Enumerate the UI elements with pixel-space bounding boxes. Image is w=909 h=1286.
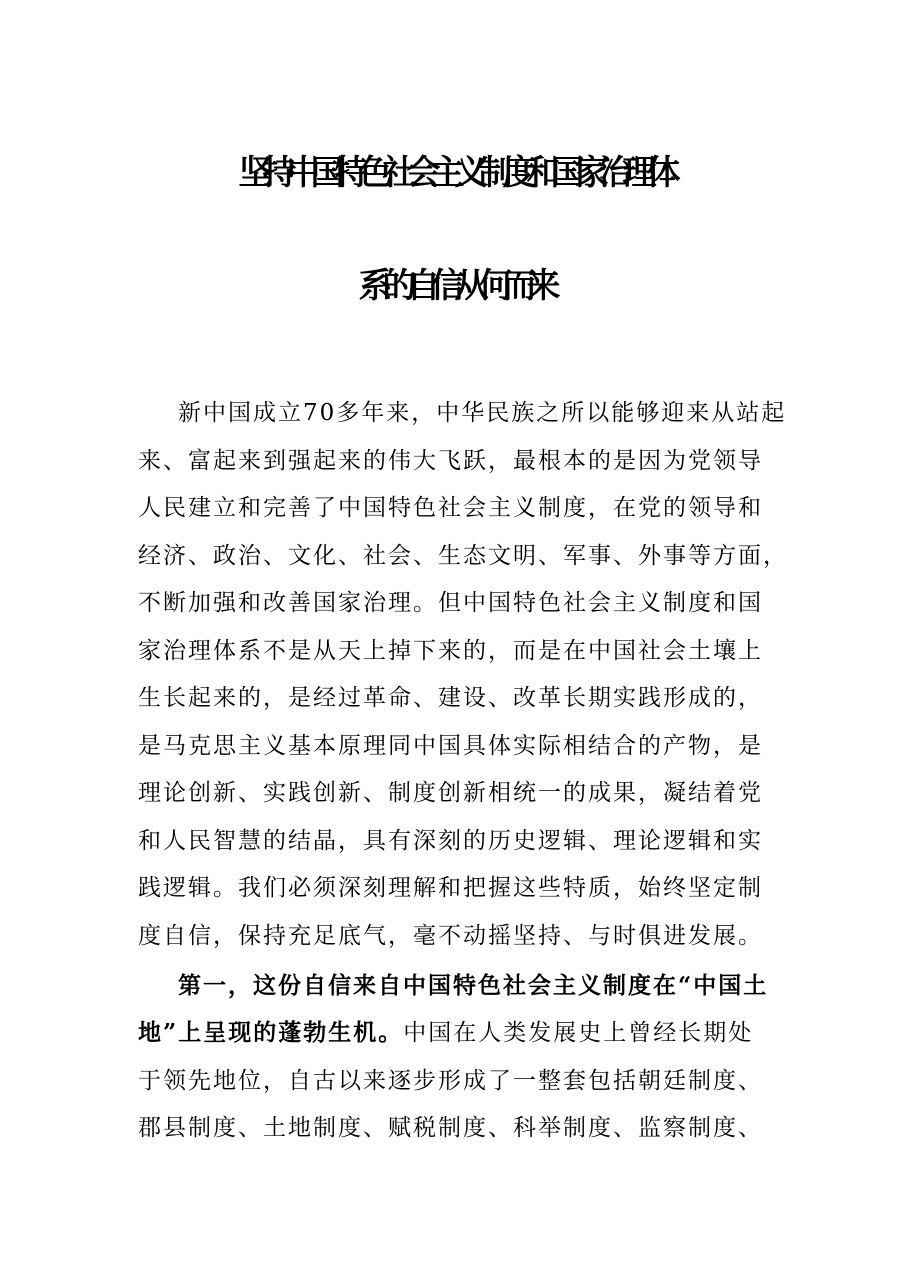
paragraph-line: 经济、政治、文化、社会、生态文明、军事、外事等方面， — [138, 543, 788, 569]
bold-heading-continuation: 地”上呈现的蓬勃生机。 — [138, 1019, 404, 1046]
paragraph-line — [138, 1018, 753, 1048]
paragraph-line: 郡县制度、土地制度、赋税制度、科举制度、监察制度、 — [138, 1115, 763, 1141]
paragraph-line: 新中国成立70多年来，中华民族之所以能够迎来从站起 — [178, 400, 787, 426]
document-title-line-2: 系的自信从何而来 — [358, 266, 551, 306]
paragraph-line: 是马克思主义基本原理同中国具体实际相结合的产物，是 — [138, 733, 763, 759]
paragraph-line: 于领先地位，自古以来逐步形成了一整套包括朝廷制度、 — [138, 1068, 763, 1094]
paragraph-text: 中国在人类发展史上曾经长期处 — [403, 1020, 754, 1046]
paragraph-line: 家治理体系不是从天上掉下来的，而是在中国社会土壤上 — [138, 638, 763, 664]
bold-heading-line: 第一，这份自信来自中国特色社会主义制度在“中国土 — [178, 972, 769, 999]
paragraph-line: 践逻辑。我们必须深刻理解和把握这些特质，始终坚定制 — [138, 875, 763, 901]
document-title-line-1: 坚持中国特色社会主义制度和国家治理体 — [238, 153, 671, 193]
paragraph-line: 生长起来的，是经过革命、建设、改革长期实践形成的， — [138, 685, 763, 711]
paragraph-line: 度自信，保持充足底气，毫不动摇坚持、与时俱进发展。 — [138, 923, 763, 949]
paragraph-line: 人民建立和完善了中国特色社会主义制度，在党的领导和 — [138, 495, 763, 521]
paragraph-line: 和人民智慧的结晶，具有深刻的历史逻辑、理论逻辑和实 — [138, 828, 763, 854]
paragraph-line: 不断加强和改善国家治理。但中国特色社会主义制度和国 — [138, 590, 763, 616]
paragraph-line: 来、富起来到强起来的伟大飞跃，最根本的是因为党领导 — [138, 448, 763, 474]
paragraph-line: 理论创新、实践创新、制度创新相统一的成果，凝结着党 — [138, 780, 763, 806]
